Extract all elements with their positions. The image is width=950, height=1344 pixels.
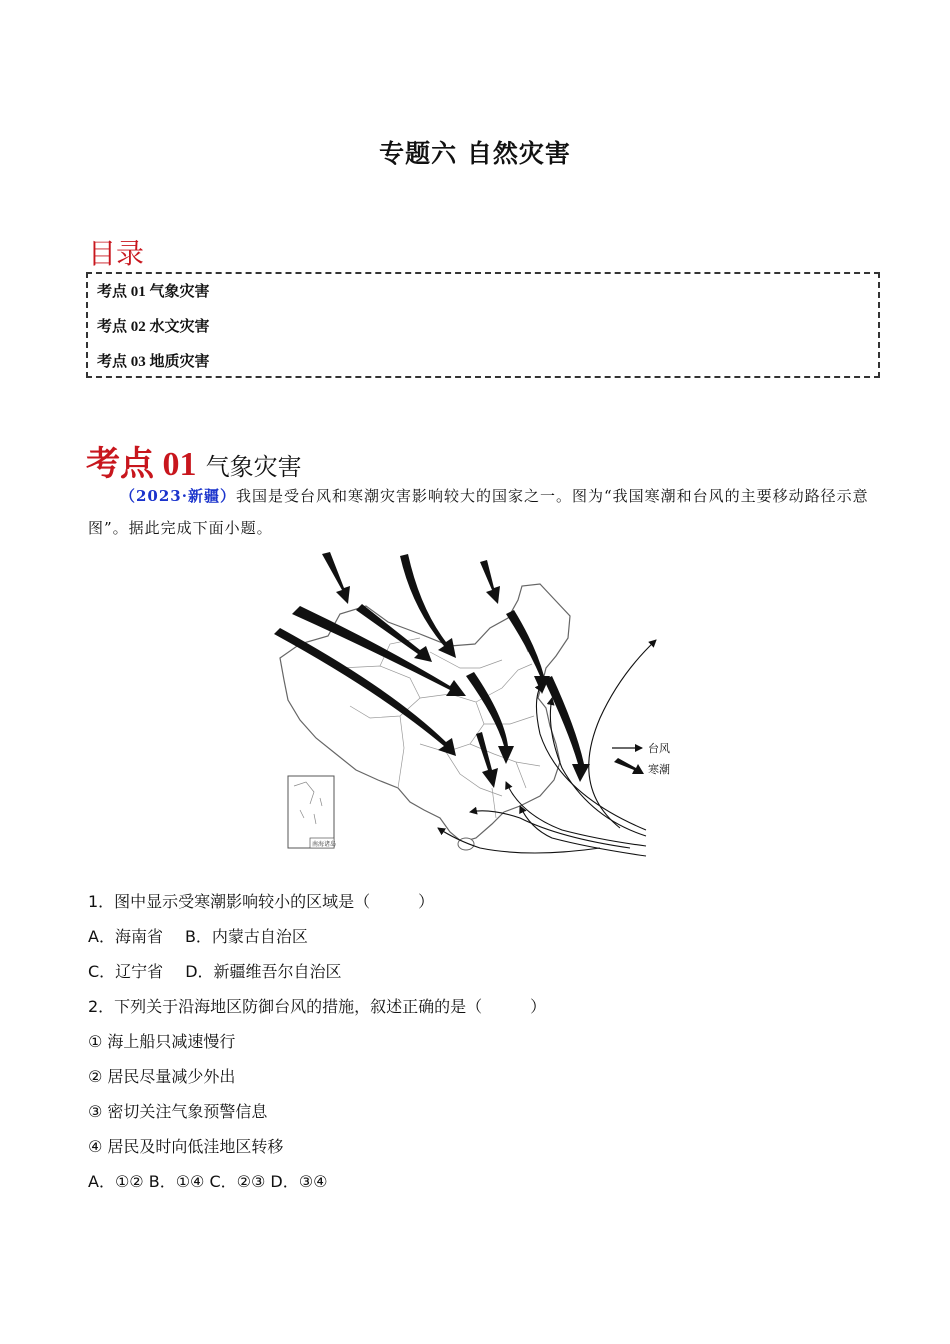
question-2-answer-options[interactable]: A．①② B．①④ C．②③ D．③④	[88, 1172, 328, 1191]
question-2-item: ② 居民尽量减少外出	[88, 1067, 236, 1086]
legend-typhoon-label: 台风	[648, 742, 670, 755]
question-2-item: ④ 居民及时向低洼地区转移	[88, 1137, 284, 1156]
toc-item[interactable]: 考点 02 水文灾害	[97, 319, 210, 335]
question-1-options-row-1	[88, 924, 330, 947]
table-of-contents	[86, 272, 880, 378]
question-2-stem: 2．下列关于沿海地区防御台风的措施，叙述正确的是（ ）	[88, 997, 547, 1016]
option-d[interactable]: D．新疆维吾尔自治区	[185, 962, 342, 981]
legend-coldwave-label: 寒潮	[648, 763, 670, 776]
toc-item[interactable]: 考点 03 地质灾害	[97, 354, 210, 370]
inset-label: 南海诸岛	[312, 841, 337, 848]
option-c[interactable]: C．辽宁省	[88, 962, 164, 981]
section-number: 考点 01	[86, 446, 197, 483]
question-1-options-row-2	[88, 959, 364, 982]
page-title: 专题六 自然灾害	[379, 139, 571, 168]
china-typhoon-coldwave-map	[270, 548, 690, 864]
section-heading	[86, 436, 302, 485]
inset-map	[288, 776, 336, 848]
question-intro	[88, 480, 872, 544]
section-name: 气象灾害	[205, 453, 302, 481]
intro-text: 我国是受台风和寒潮灾害影响较大的国家之一。图为“我国寒潮和台风的主要移动路径示意图”。据此完成下面小题。	[88, 487, 869, 537]
toc-heading: 目录	[88, 237, 145, 270]
question-2-item: ① 海上船只减速慢行	[88, 1032, 236, 1051]
question-1-stem: 1．图中显示受寒潮影响较小的区域是（ ）	[88, 892, 435, 911]
question-source: （2023·新疆）	[120, 487, 236, 505]
question-2-item: ③ 密切关注气象预警信息	[88, 1102, 268, 1121]
option-b[interactable]: B．内蒙古自治区	[184, 927, 308, 946]
toc-item[interactable]: 考点 01 气象灾害	[97, 284, 210, 300]
map-legend	[612, 742, 670, 776]
option-a[interactable]: A．海南省	[88, 927, 163, 946]
